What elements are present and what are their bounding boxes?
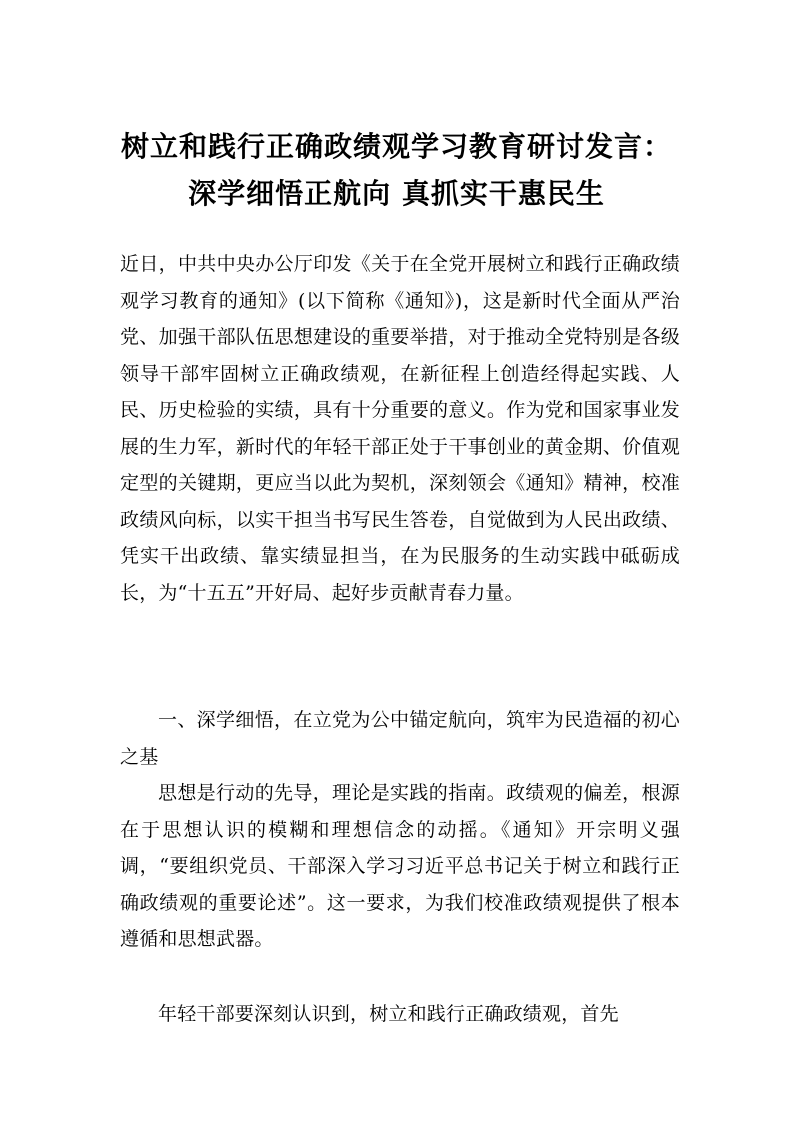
section-heading-1: 一、深学细悟，在立党为公中锚定航向，筑牢为民造福的初心之基 <box>120 709 680 768</box>
document-title-line1: 树立和践行正确政绩观学习教育研讨发言： <box>120 130 672 163</box>
document-title-line2: 深学细悟正航向 真抓实干惠民生 <box>188 177 605 210</box>
paragraph-section1-body: 思想是行动的先导，理论是实践的指南。政绩观的偏差，根源在于思想认识的模糊和理想信念的动摇。《通知》开宗明义强调，“要组织党员、干部深入学习习近平总书记关于树立和践行正确政绩观的重要论述”。这一要求，为我们校准政绩观提供了根本遵循和思想武器。 <box>120 782 680 950</box>
paragraph-section1-continued: 年轻干部要深刻认识到，树立和践行正确政绩观，首先 <box>158 1003 619 1025</box>
paragraph-intro: 近日，中共中央办公厅印发《关于在全党开展树立和践行正确政绩观学习教育的通知》(以下简称《通知》)，这是新时代全面从严治党、加强干部队伍思想建设的重要举措，对于推动全党特别是各级领导干部牢固树立正确政绩观，在新征程上创造经得起实践、人民、历史检验的实绩，具有十分重要的意义。作为党和国家事业发展的生力军，新时代的年轻干部正处于干事创业的黄金期、价值观定型的关键期，更应当以此为契机，深刻领会《通知》精神，校准政绩风向标，以实干担当书写民生答卷，自觉做到为人民出政绩、凭实干出政绩、靠实绩显担当，在为民服务的生动实践中砥砺成长，为“十五五”开好局、起好步贡献青春力量。 <box>120 253 680 604</box>
